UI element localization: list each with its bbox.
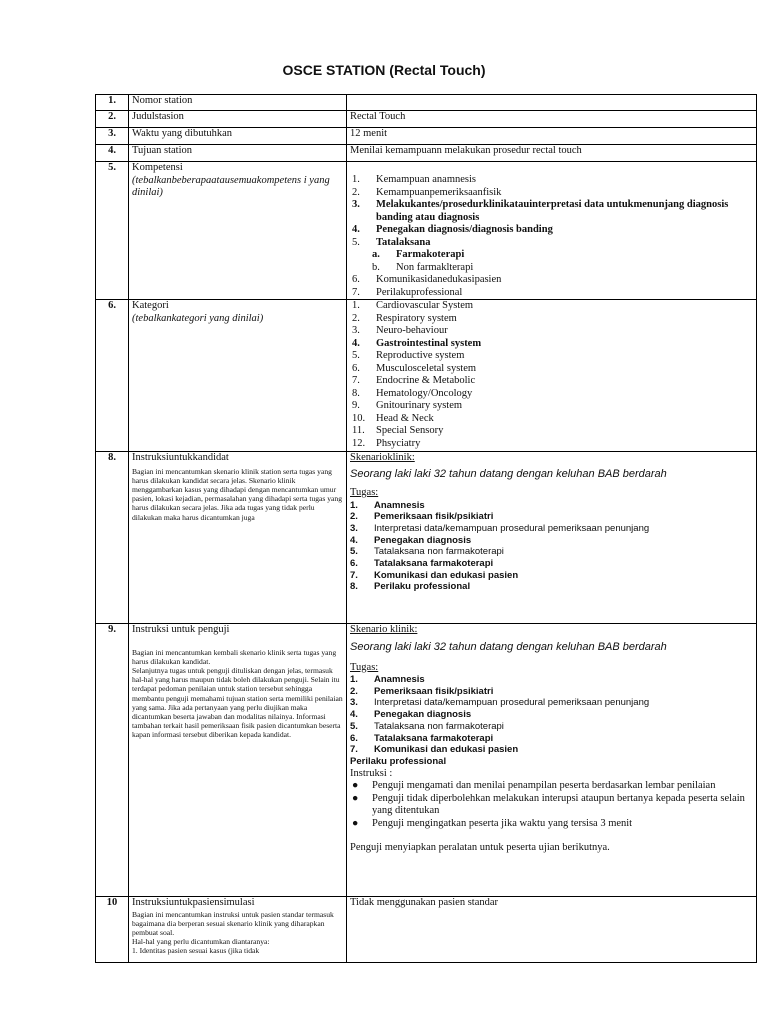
list-item: 6. Komunikasidanedukasipasien <box>352 274 502 285</box>
examiner-instructions-cell <box>347 624 757 897</box>
table-row <box>96 300 757 452</box>
list-item: 3. Interpretasi data/kemampuan prosedural pemeriksaan penunjang <box>350 697 650 709</box>
list-item: 1. Cardiovascular System <box>352 300 474 311</box>
list-item: 3. Interpretasi data/kemampuan prosedural pemeriksaan penunjang <box>350 522 650 534</box>
list-item: 6. Tatalaksana farmakoterapi <box>350 732 494 744</box>
category-cell <box>347 300 757 452</box>
instructions-list <box>350 780 753 830</box>
row-number: 2. <box>96 111 129 128</box>
document-title: OSCE STATION (Rectal Touch) <box>282 62 486 78</box>
row-note: Bagian ini mencantumkan instruksi untuk pasien standar termasuk bagaimana dia berperan sesuai skenario klinik yang diharapkan pembuat soal. <box>132 909 334 937</box>
list-item: 8. Perilaku professional <box>350 581 471 593</box>
list-item: a. Farmakoterapi <box>372 249 465 260</box>
row-note: Selanjutnya tugas untuk penguji dituliskan dengan jelas, termasuk hal-hal yang harus maupun tidak boleh dilakukan penguji. Selain itu terdapat pedoman penilaian untuk station tersebut sehingga membantu penguji memahami tujuan station serta memiliki penilaian yang sama. Jika ada pertanyaan yang perlu diujikan maka dicantumkan beserta jawaban dan modalitas nilainya. Informasi tambahan terkait hasil pemeriksaan fisik pasien dicantumkan beserta kapan informasi tersebut diberikan kepada kandidat. <box>132 665 343 740</box>
list-item: 5. Tatalaksana non farmakoterapi <box>350 546 504 558</box>
competency-list <box>350 174 753 299</box>
list-item: 6. Musculosceletal system <box>352 362 477 374</box>
row-note: (tebalkanbeberapaatausemuakompetens i yang dinilai) <box>132 174 330 198</box>
list-item: 4. Penegakan diagnosis/diagnosis banding <box>352 224 553 235</box>
scenario-label: Skenario klinik: <box>350 624 418 635</box>
row-note: Hal-hal yang perlu dicantumkan diantaranya: <box>132 937 270 947</box>
list-item: 7. Perilakuprofessional <box>352 286 463 298</box>
table-row <box>96 452 757 624</box>
list-item: 1. Anamnesis <box>350 674 425 685</box>
list-item: 1. Anamnesis <box>350 499 425 511</box>
row-label: Waktu yang dibutuhkan <box>129 128 347 145</box>
table-row <box>96 897 757 963</box>
row-label: Instruksi untuk penguji <box>132 624 230 635</box>
row-number: 9. <box>96 624 129 897</box>
scenario-text: Seorang laki laki 32 tahun datang dengan keluhan BAB berdarah <box>350 467 667 480</box>
list-item: 3. Neuro-behaviour <box>352 325 448 336</box>
row-label: Tujuan station <box>129 145 347 162</box>
row-value: 12 menit <box>347 128 757 145</box>
list-item: b. Non farmaklterapi <box>372 261 474 273</box>
list-item: 5. Tatalaksana <box>352 236 431 248</box>
table-row <box>96 624 757 897</box>
row-number: 10 <box>96 897 129 963</box>
row-label-cell <box>129 300 347 452</box>
table-row <box>96 95 757 111</box>
tasks-list <box>350 500 753 594</box>
list-item: ● Penguji tidak diperbolehkan melakukan interupsi ataupun bertanya kepada peserta selain yang ditentukan <box>352 792 745 817</box>
tasks-label: Tugas: <box>350 661 379 673</box>
row-label: Kategori <box>132 300 169 311</box>
category-list <box>350 300 753 450</box>
list-item: 12. Phsyciatry <box>352 437 421 449</box>
row-label: Instruksiuntukkandidat <box>132 452 229 463</box>
row-number: 1. <box>96 95 129 111</box>
table-row <box>96 145 757 162</box>
list-item: 2. Pemeriksaan fisik/psikiatri <box>350 685 494 697</box>
row-note: Bagian ini mencantumkan kembali skenario klinik serta tugas yang harus dilakukan kandidat. <box>132 647 337 666</box>
row-number: 8. <box>96 452 129 624</box>
row-label-cell <box>129 452 347 624</box>
bullet-icon: ● <box>352 817 359 829</box>
list-item: 8. Hematology/Oncology <box>352 387 473 399</box>
tasks-label: Tugas: <box>350 487 379 498</box>
list-item: ● Penguji mengingatkan peserta jika waktu yang tersisa 3 menit <box>352 817 633 829</box>
competency-cell <box>347 162 757 300</box>
list-item: 3. Melakukantes/prosedurklinikatauinterpretasi data untukmenunjang diagnosis banding atau diagnosis <box>352 199 729 223</box>
tasks-list <box>350 674 753 756</box>
list-item: 4. Gastrointestinal system <box>352 337 482 349</box>
row-value <box>347 95 757 111</box>
candidate-instructions-cell <box>347 452 757 624</box>
row-number: 3. <box>96 128 129 145</box>
list-item: 6. Tatalaksana farmakoterapi <box>350 558 494 570</box>
list-item: 5. Reproductive system <box>352 350 465 361</box>
list-item: 4. Penegakan diagnosis <box>350 709 472 721</box>
table-row <box>96 128 757 145</box>
row-note: 1. Identitas pasien sesuai kasus (jika tidak <box>132 946 260 956</box>
row-note: Bagian ini mencantumkan skenario klinik station serta tugas yang harus dilakukan kandidat secara jelas. Skenario klinik menggambarkan kasus yang dihadapi dengan mencantumkan umur pasien, lokasi kejadian, permasalahan yang dihadapi serta tugas yang harus dilakukan secara jelas. Jika ada tugas yang tidak perlu dilakukan maka harus dicantumkan juga <box>132 466 343 522</box>
row-label-cell <box>129 162 347 300</box>
list-item: 1. Kemampuan anamnesis <box>352 174 477 185</box>
row-value: Tidak menggunakan pasien standar <box>347 897 757 963</box>
row-label: Judulstasion <box>129 111 347 128</box>
list-item: ● Penguji mengamati dan menilai penampilan peserta berdasarkan lembar penilaian <box>352 780 716 792</box>
row-number: 5. <box>96 162 129 300</box>
bullet-icon: ● <box>352 780 359 792</box>
list-item: 9. Gnitourinary system <box>352 400 463 411</box>
extra-task: Perilaku professional <box>350 755 447 767</box>
list-item: 7. Komunikasi dan edukasi pasien <box>350 744 519 756</box>
table-row <box>96 111 757 128</box>
table-row <box>96 162 757 300</box>
row-value: Menilai kemampuann melakukan prosedur rectal touch <box>347 145 757 162</box>
row-number: 6. <box>96 300 129 452</box>
list-item: 2. Pemeriksaan fisik/psikiatri <box>350 511 494 523</box>
list-item: 7. Endocrine & Metabolic <box>352 375 476 386</box>
scenario-label: Skenarioklinik: <box>350 452 415 463</box>
bullet-icon: ● <box>352 792 359 804</box>
row-label: Instruksiuntukpasiensimulasi <box>132 897 255 908</box>
closing-text: Penguji menyiapkan peralatan untuk peserta ujian berikutnya. <box>350 842 610 854</box>
row-label: Nomor station <box>129 95 347 111</box>
row-note: (tebalkankategori yang dinilai) <box>132 312 264 324</box>
row-number: 4. <box>96 145 129 162</box>
row-value: Rectal Touch <box>347 111 757 128</box>
list-item: 2. Respiratory system <box>352 312 457 324</box>
scenario-text: Seorang laki laki 32 tahun datang dengan keluhan BAB berdarah <box>350 640 667 653</box>
list-item: 5. Tatalaksana non farmakoterapi <box>350 720 504 732</box>
osce-station-table <box>95 94 757 963</box>
instructions-label: Instruksi : <box>350 767 393 779</box>
list-item: 2. Kemampuanpemeriksaanfisik <box>352 186 502 198</box>
row-label-cell <box>129 624 347 897</box>
row-label-cell <box>129 897 347 963</box>
list-item: 7. Komunikasi dan edukasi pasien <box>350 569 519 581</box>
list-item: 4. Penegakan diagnosis <box>350 534 472 546</box>
row-label: Kompetensi <box>132 162 183 173</box>
list-item: 10. Head & Neck <box>352 412 434 424</box>
list-item: 11. Special Sensory <box>352 425 444 436</box>
